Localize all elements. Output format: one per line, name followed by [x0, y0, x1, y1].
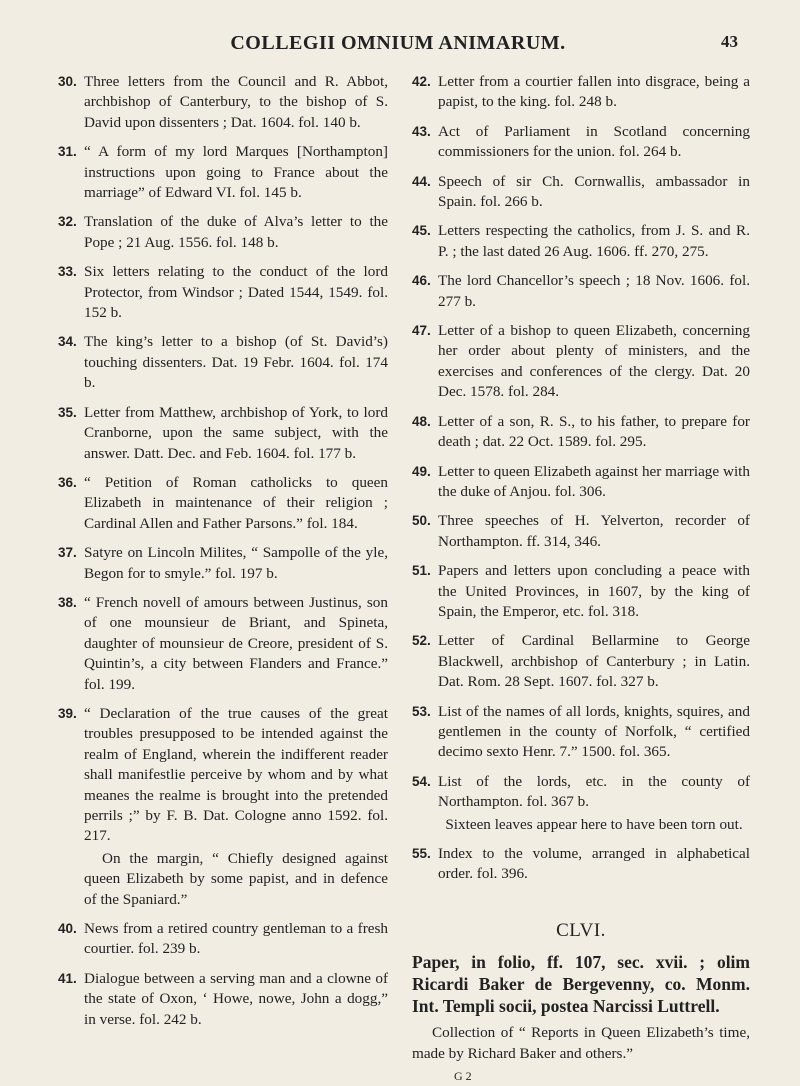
entry-text: Index to the volume, arranged in alphabetical order. fol. 396. [438, 845, 750, 883]
entry-number: 30. [58, 74, 77, 89]
catalogue-entry-34 [58, 332, 388, 393]
left-column [58, 72, 388, 1039]
running-title: COLLEGII OMNIUM ANIMARUM. [230, 32, 566, 54]
entry-text: “ Petition of Roman catholicks to queen Elizabeth in maintenance of their religion ; Cardinal Allen and Father Parsons.” fol. 184. [84, 473, 388, 532]
catalogue-entry-45 [412, 221, 750, 262]
entry-text: “ A form of my lord Marques [Northampton] instructions upon going to France about the marriage” of Edward VI. fol. 145 b. [84, 143, 388, 202]
entry-text: Act of Parliament in Scotland concerning commissioners for the union. fol. 264 b. [438, 122, 750, 161]
entry-number: 52. [412, 633, 431, 649]
entry-text: Letter of Cardinal Bellarmine to George Blackwell, archbishop of Canterbury ; in Latin. Dat. Rom. 28 Sept. 1607. fol. 327 b. [438, 632, 750, 691]
entry-number: 42. [412, 74, 431, 89]
catalogue-entry-33 [58, 262, 388, 323]
entry-number: 37. [58, 545, 77, 561]
catalogue-entry-37 [58, 543, 388, 584]
catalogue-entry-44 [412, 172, 750, 213]
entry-text: Six letters relating to the conduct of the lord Protector, from Windsor ; Dated 1544, 1549. fol. 152 b. [84, 263, 388, 322]
entry-number: 44. [412, 173, 431, 189]
catalogue-entry-31 [58, 142, 388, 203]
entry-text: Three letters from the Council and R. Abbot, archbishop of Canterbury, to the bishop of S. David upon dissenters ; Dat. 1604. fol. 140 b. [84, 73, 388, 131]
entry-number: 49. [412, 463, 431, 479]
entry-number: 51. [412, 563, 431, 579]
entry-text: Letter of a bishop to queen Elizabeth, concerning her order about plenty of ministers, and the exercises and conferences of the clergy. Dat. 20 Dec. 1578. fol. 284. [438, 322, 750, 401]
catalogue-entry-52 [412, 631, 750, 692]
catalogue-entry-35 [58, 403, 388, 464]
entry-number: 39. [58, 705, 77, 721]
entry-number: 33. [58, 264, 77, 280]
entry-number: 32. [58, 214, 77, 230]
entry-number: 36. [58, 474, 77, 490]
entry-text: The lord Chancellor’s speech ; 18 Nov. 1606. fol. 277 b. [438, 272, 750, 310]
entry-text: Satyre on Lincoln Milites, “ Sampolle of the yle, Begon for to smyle.” fol. 197 b. [84, 544, 388, 582]
manuscript-collection: Collection of “ Reports in Queen Elizabeth’s time, made by Richard Baker and others.” [412, 1024, 750, 1062]
entry-text: News from a retired country gentleman to a fresh courtier. fol. 239 b. [84, 920, 388, 958]
manuscript-description: Paper, in folio, ff. 107, sec. xvii. ; olim Ricardi Baker de Bergevenny, co. Monm. Int. Templi socii, postea Narcissi Luttrell. [412, 952, 750, 1017]
catalogue-entry-42 [412, 72, 750, 113]
catalogue-entry-49 [412, 462, 750, 503]
catalogue-entry-39 [58, 704, 388, 910]
entry-text: The king’s letter to a bishop (of St. David’s) touching dissenters. Dat. 19 Febr. 1604. fol. 174 b. [84, 333, 388, 392]
catalogue-entry-40 [58, 919, 388, 960]
entry-number: 38. [58, 594, 77, 610]
entry-number: 48. [412, 413, 431, 429]
catalogue-entry-32 [58, 212, 388, 253]
entry-number: 50. [412, 513, 431, 529]
manuscript-heading: CLVI. [556, 919, 606, 941]
entry-text: Letters respecting the catholics, from J. S. and R. P. ; the last dated 26 Aug. 1606. ff. 270, 275. [438, 222, 750, 260]
catalogue-entry-51 [412, 561, 750, 622]
entry-number: 55. [412, 846, 431, 861]
entry-number: 35. [58, 404, 77, 420]
catalogue-entry-38 [58, 593, 388, 695]
entry-text: Dialogue between a serving man and a clowne of the state of Oxon, ‘ Howe, nowe, John a dogg,” in verse. fol. 242 b. [84, 969, 388, 1028]
catalogue-entry-47 [412, 321, 750, 403]
right-column [412, 72, 750, 1086]
entry-text: List of the names of all lords, knights, squires, and gentlemen in the county of Norfolk, “ certified decimo sexto Henr. 7.” 1500. fol. 365. [438, 702, 750, 761]
entry-number: 41. [58, 970, 77, 986]
catalogue-entry-55 [412, 844, 750, 885]
catalogue-entry-48 [412, 412, 750, 453]
entry-text: Three speeches of H. Yelverton, recorder of Northampton. ff. 314, 346. [438, 512, 750, 550]
entry-note: Sixteen leaves appear here to have been torn out. [445, 815, 743, 833]
page-number: 43 [721, 32, 738, 51]
entry-number: 46. [412, 273, 431, 289]
catalogue-entry-43 [412, 122, 750, 163]
entry-number: 43. [412, 123, 431, 139]
entry-number: 45. [412, 223, 431, 239]
entry-text: Speech of sir Ch. Cornwallis, ambassador in Spain. fol. 266 b. [438, 172, 750, 211]
entry-note: On the margin, “ Chiefly designed against queen Elizabeth by some papist, and in defence of the Spaniard.” [84, 849, 388, 908]
entry-text: “ French novell of amours between Justinus, son of one mounsieur de Briant, and Spineta, daughter of mounsieur de Creore, president of S. Quintin’s, a city between Flanders and France.” fol. 199. [84, 593, 388, 693]
signature-mark: G 2 [454, 1069, 472, 1084]
entry-text: Letter from a courtier fallen into disgrace, being a papist, to the king. fol. 248 b. [438, 73, 750, 111]
entry-text: Letter from Matthew, archbishop of York, to lord Cranborne, upon the same subject, with the answer. Datt. Dec. and Feb. 1604. fol. 177 b. [84, 403, 388, 462]
catalogue-entry-36 [58, 473, 388, 534]
entry-number: 47. [412, 323, 431, 339]
entry-text: List of the lords, etc. in the county of Northampton. fol. 367 b. [438, 772, 750, 811]
catalogue-entry-54 [412, 772, 750, 835]
catalogue-entry-30 [58, 72, 388, 133]
entry-number: 31. [58, 144, 77, 160]
entry-text: Letter to queen Elizabeth against her marriage with the duke of Anjou. fol. 306. [438, 462, 750, 500]
entry-text: “ Declaration of the true causes of the great troubles presupposed to be intended against the realm of England, wherein the indifferent reader shall manifestlie perceive by whom and by what meanes the realme is brought into the pretended perrils ;” by F. B. Dat. Cologne anno 1592. fol. 217. [84, 704, 388, 845]
catalogue-entry-41 [58, 969, 388, 1030]
entry-text: Papers and letters upon concluding a peace with the United Provinces, in 1607, by the king of Spain, the Emperor, etc. fol. 318. [438, 562, 750, 620]
entry-number: 34. [58, 334, 77, 350]
entry-text: Letter of a son, R. S., to his father, to prepare for death ; dat. 22 Oct. 1589. fol. 295. [438, 412, 750, 451]
catalogue-entry-50 [412, 511, 750, 552]
entry-number: 54. [412, 773, 431, 789]
entry-number: 53. [412, 703, 431, 719]
entry-text: Translation of the duke of Alva’s letter to the Pope ; 21 Aug. 1556. fol. 148 b. [84, 213, 388, 251]
catalogue-entry-46 [412, 271, 750, 312]
entry-number: 40. [58, 921, 77, 937]
catalogue-entry-53 [412, 702, 750, 763]
page-header [58, 32, 738, 62]
